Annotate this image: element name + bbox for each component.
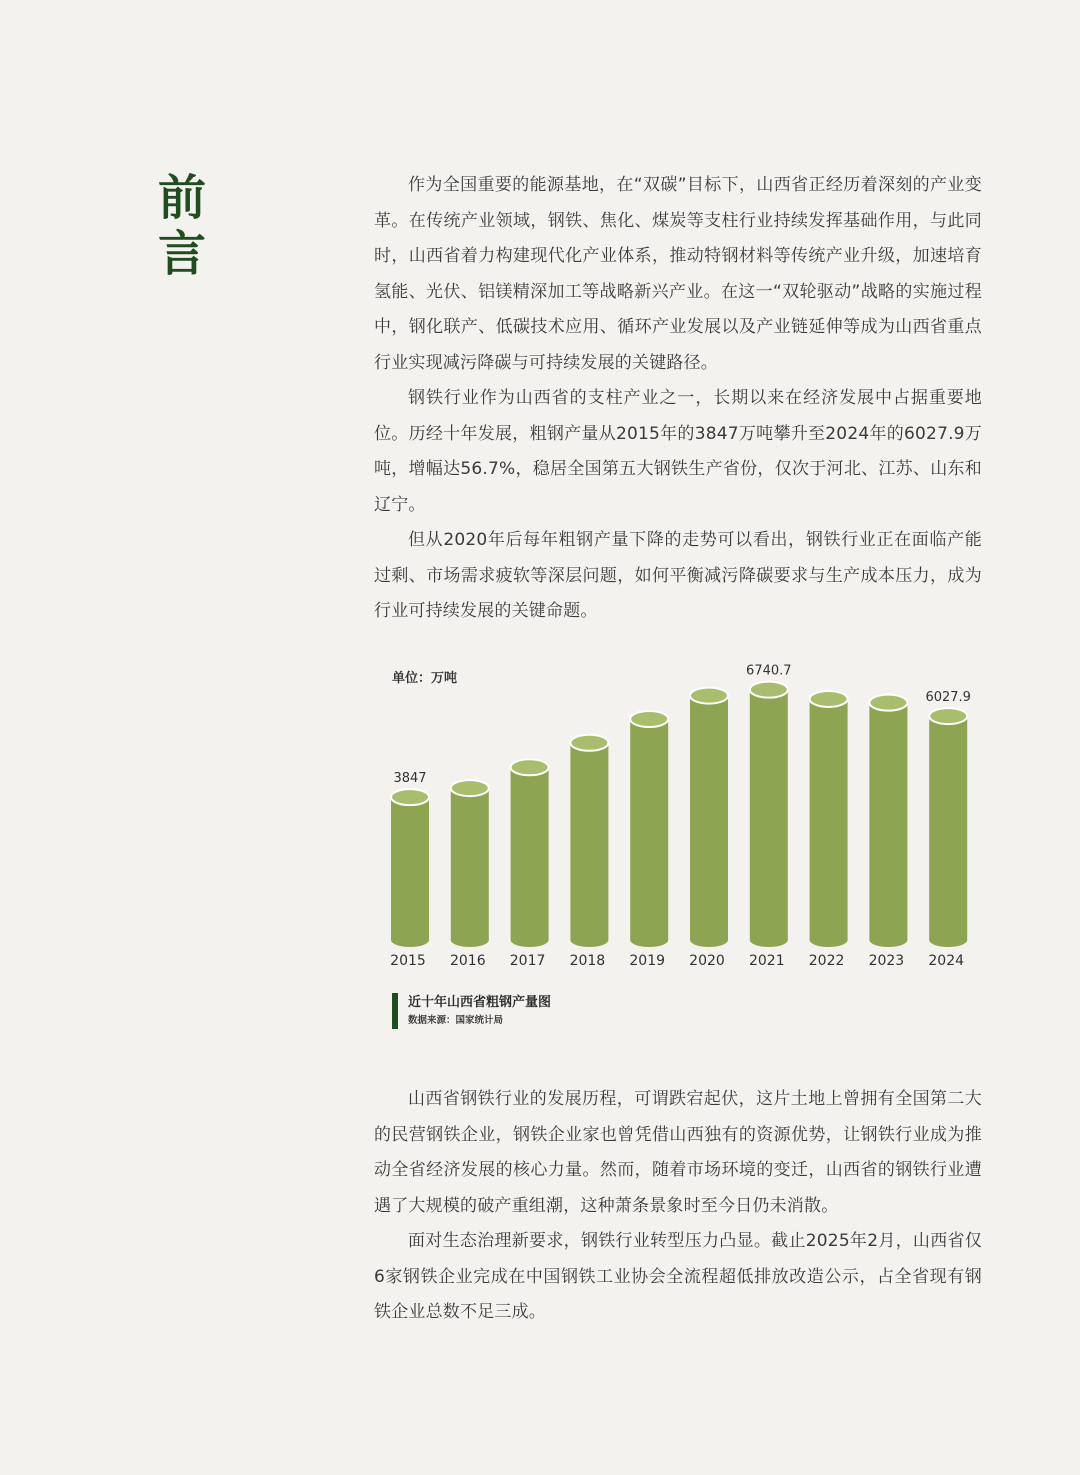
bar-2018 bbox=[570, 735, 608, 947]
bar-2019 bbox=[630, 711, 668, 947]
bar-body bbox=[869, 703, 907, 940]
bar-base bbox=[869, 933, 907, 947]
bar-body bbox=[391, 797, 429, 940]
bar-base bbox=[511, 933, 549, 947]
steel-output-chart bbox=[374, 660, 994, 980]
intro-text bbox=[374, 168, 982, 630]
bar-2016 bbox=[451, 780, 489, 947]
x-tick-label: 2017 bbox=[509, 953, 546, 969]
data-label: 6740.7 bbox=[746, 663, 792, 679]
paragraph: 钢铁行业作为山西省的支柱产业之一，长期以来在经济发展中占据重要地位。历经十年发展，粗钢产量从2015年的3847万吨攀升至2024年的6027.9万吨，增幅达56.7%，稳居全国第五大钢铁生产省份，仅次于河北、江苏、山东和辽宁。 bbox=[374, 388, 982, 515]
section-title-char-1: 前 bbox=[157, 170, 206, 226]
bar-cap bbox=[451, 780, 489, 796]
bar-cap bbox=[570, 735, 608, 751]
bar-base bbox=[451, 933, 489, 947]
bar-cap bbox=[511, 759, 549, 775]
x-tick-label: 2021 bbox=[748, 953, 785, 969]
bar-cap bbox=[391, 789, 429, 805]
data-label: 3847 bbox=[393, 771, 427, 787]
x-tick-label: 2019 bbox=[629, 953, 666, 969]
bar-cap bbox=[869, 695, 907, 711]
bar-2022 bbox=[810, 691, 848, 947]
chart-caption bbox=[392, 993, 551, 1029]
bar-body bbox=[929, 716, 967, 940]
bar-2021 bbox=[750, 682, 788, 947]
bar-2024 bbox=[929, 708, 967, 947]
x-tick-label: 2015 bbox=[390, 953, 426, 969]
bar-body bbox=[630, 719, 668, 940]
chart-title: 近十年山西省粗钢产量图 bbox=[408, 995, 552, 1010]
x-tick-label: 2024 bbox=[928, 953, 965, 969]
paragraph: 作为全国重要的能源基地，在“双碳”目标下，山西省正经历着深刻的产业变革。在传统产业领域，钢铁、焦化、煤炭等支柱行业持续发挥基础作用，与此同时，山西省着力构建现代化产业体系，推动特钢材料等传统产业升级，加速培育氢能、光伏、铝镁精深加工等战略新兴产业。在这一“双轮驱动”战略的实施过程中，钢化联产、低碳技术应用、循环产业发展以及产业链延伸等成为山西省重点行业实现减污降碳与可持续发展的关键路径。 bbox=[374, 175, 982, 373]
x-tick-label: 2023 bbox=[868, 953, 905, 969]
bar-cap bbox=[630, 711, 668, 727]
bar-cap bbox=[690, 688, 728, 704]
bar-body bbox=[750, 690, 788, 940]
section-title bbox=[152, 170, 212, 282]
bar-cap bbox=[929, 708, 967, 724]
bar-2020 bbox=[690, 688, 728, 947]
bar-base bbox=[570, 933, 608, 947]
x-tick-label: 2018 bbox=[569, 953, 606, 969]
paragraph: 山西省钢铁行业的发展历程，可谓跌宕起伏，这片土地上曾拥有全国第二大的民营钢铁企业，钢铁企业家也曾凭借山西独有的资源优势，让钢铁行业成为推动全省经济发展的核心力量。然而，随着市场环境的变迁，山西省的钢铁行业遭遇了大规模的破产重组潮，这种萧条景象时至今日仍未消散。 bbox=[374, 1089, 982, 1216]
paragraph: 面对生态治理新要求，钢铁行业转型压力凸显。截止2025年2月，山西省仅6家钢铁企业完成在中国钢铁工业协会全流程超低排放改造公示，占全省现有钢铁企业总数不足三成。 bbox=[374, 1231, 982, 1322]
bar-base bbox=[929, 933, 967, 947]
paragraph: 但从2020年后每年粗钢产量下降的走势可以看出，钢铁行业正在面临产能过剩、市场需求疲软等深层问题，如何平衡减污降碳要求与生产成本压力，成为行业可持续发展的关键命题。 bbox=[374, 530, 982, 621]
bar-base bbox=[750, 933, 788, 947]
bar-2015 bbox=[391, 789, 429, 947]
chart-unit-label: 单位：万吨 bbox=[392, 671, 458, 686]
x-tick-label: 2020 bbox=[689, 953, 725, 969]
section-title-char-2: 言 bbox=[157, 226, 206, 282]
bar-body bbox=[810, 699, 848, 940]
bar-2017 bbox=[511, 759, 549, 947]
bar-base bbox=[690, 933, 728, 947]
bar-2023 bbox=[869, 695, 907, 947]
data-label: 6027.9 bbox=[925, 690, 971, 706]
bar-cap bbox=[750, 682, 788, 698]
chart-svg bbox=[374, 660, 994, 980]
x-tick-label: 2016 bbox=[449, 953, 486, 969]
bar-body bbox=[511, 767, 549, 940]
bar-base bbox=[630, 933, 668, 947]
closing-text bbox=[374, 1082, 982, 1331]
bar-base bbox=[391, 933, 429, 947]
bar-body bbox=[690, 696, 728, 940]
bar-body bbox=[570, 743, 608, 940]
bar-cap bbox=[810, 691, 848, 707]
x-tick-label: 2022 bbox=[808, 953, 845, 969]
bar-body bbox=[451, 788, 489, 940]
chart-source: 数据来源：国家统计局 bbox=[408, 1015, 504, 1026]
bar-base bbox=[810, 933, 848, 947]
